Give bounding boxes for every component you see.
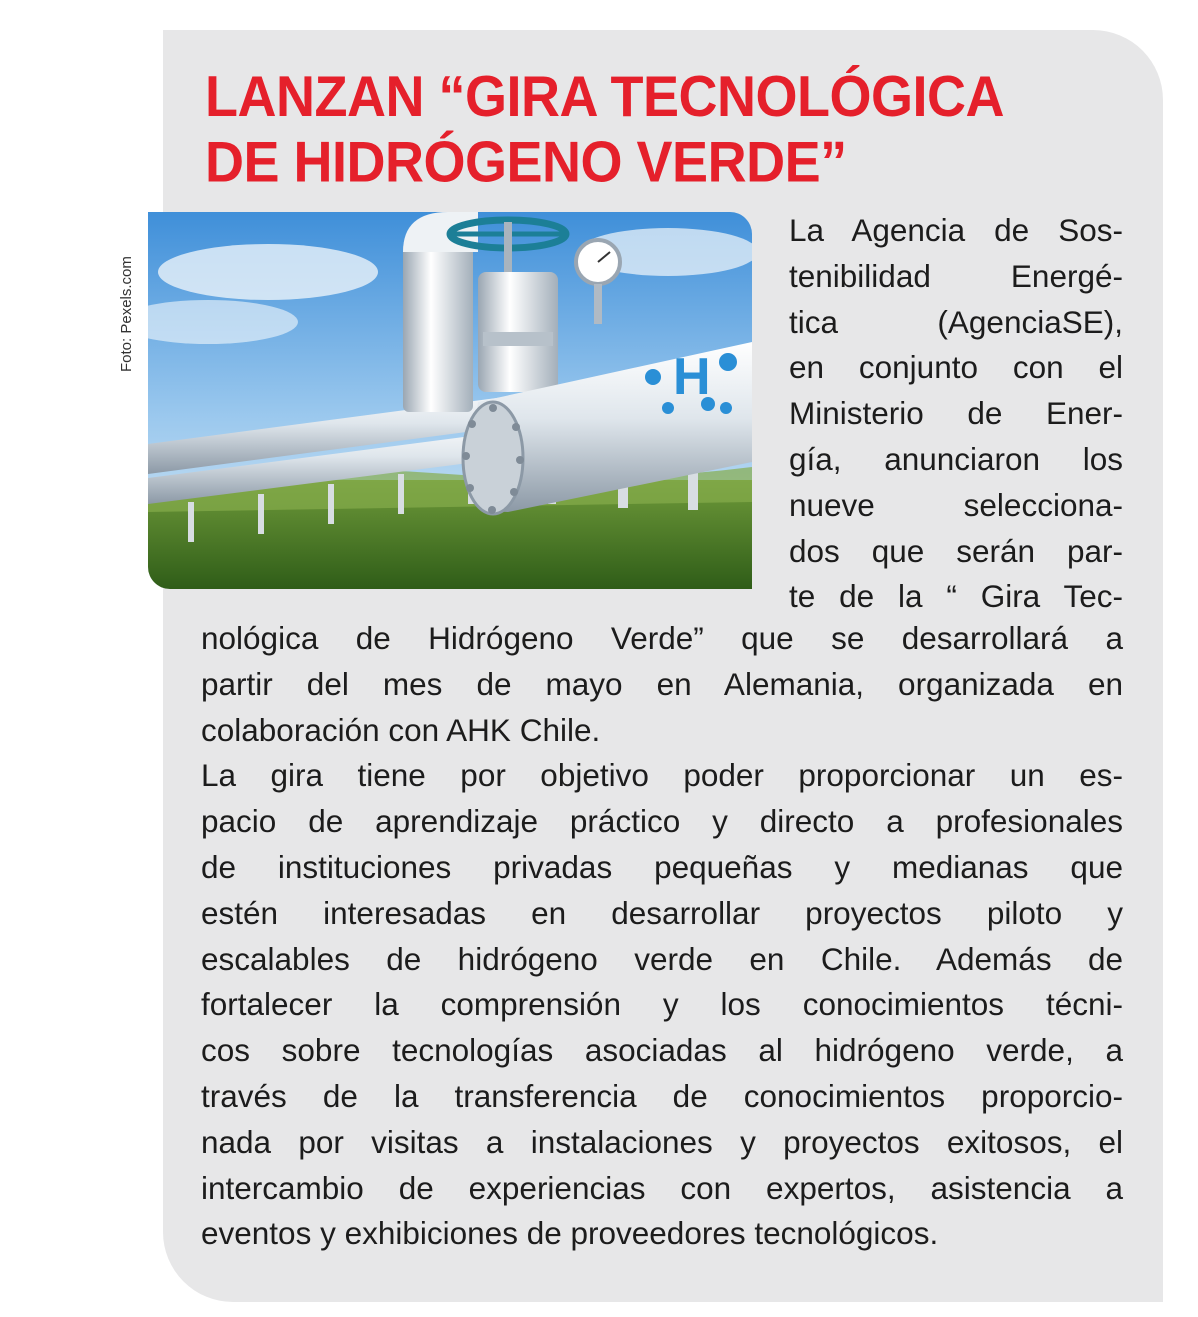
intro-line: La Agencia de Sos-	[789, 212, 1123, 248]
body-line: colaboración con AHK Chile.	[201, 711, 601, 748]
intro-column	[789, 208, 1123, 620]
body-line: intercambio de experiencias con expertos, asistencia a	[201, 1169, 1123, 1206]
body-line: partir del mes de mayo en Alemania, organizada en	[201, 665, 1123, 702]
intro-line: te de la “ Gira Tec-	[789, 578, 1123, 615]
body-line: nológica de Hidrógeno Verde” que se desarrollará a	[201, 620, 1123, 656]
hydrogen-pipeline-photo	[148, 212, 752, 589]
intro-line: gía, anunciaron los	[789, 440, 1123, 477]
intro-line: en conjunto con el	[789, 349, 1123, 386]
body-line: nada por visitas a instalaciones y proyectos exitosos, el	[201, 1123, 1123, 1160]
headline-line-2: DE HIDRÓGENO VERDE”	[205, 130, 847, 195]
body-line: de instituciones privadas pequeñas y medianas que	[201, 848, 1123, 885]
body-line: escalables de hidrógeno verde en Chile. Además de	[201, 940, 1123, 977]
body-line: fortalecer la comprensión y los conocimientos técni-	[201, 986, 1123, 1023]
body-line: eventos y exhibiciones de proveedores tecnológicos.	[201, 1215, 939, 1252]
body-line: estén interesadas en desarrollar proyectos piloto y	[201, 894, 1123, 931]
intro-line: tenibilidad Energé-	[789, 257, 1123, 294]
body-line: cos sobre tecnologías asociadas al hidrógeno verde, a	[201, 1032, 1123, 1069]
body-line: través de la transferencia de conocimientos proporcio-	[201, 1077, 1123, 1114]
intro-line: tica (AgenciaSE),	[789, 303, 1123, 340]
hydrogen-pipeline-image	[148, 212, 752, 589]
headline	[205, 64, 1145, 195]
h2-logo-text: H	[673, 348, 711, 406]
body-line: La gira tiene por objetivo poder proporcionar un es-	[201, 757, 1123, 794]
photo-credit: Foto: Pexels.com	[118, 256, 135, 372]
headline-line-1: LANZAN “GIRA TECNOLÓGICA	[205, 65, 1004, 129]
body-line: pacio de aprendizaje práctico y directo a profesionales	[201, 803, 1123, 840]
intro-line: dos que serán par-	[789, 532, 1123, 569]
intro-line: Ministerio de Ener-	[789, 395, 1123, 432]
intro-line: nueve selecciona-	[789, 486, 1123, 523]
article-body	[201, 616, 1123, 1257]
